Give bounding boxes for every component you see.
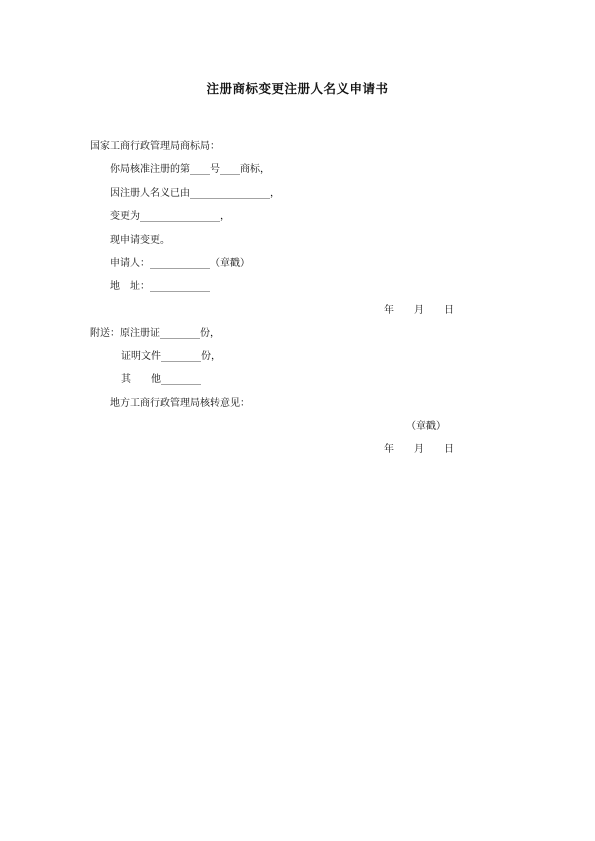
attachment-line-3: 其 他________ <box>121 374 201 385</box>
body-line-3: 变更为________________， <box>110 211 230 222</box>
body-line-1: 你局核准注册的第____号____商标， <box>110 164 270 175</box>
local-opinion-label: 地方工商行政管理局核转意见： <box>110 398 250 409</box>
body-line-4: 现申请变更。 <box>110 235 170 246</box>
body-line-2: 因注册人名义已由________________， <box>110 188 280 199</box>
seal-label: （章戳） <box>406 421 446 432</box>
attachment-line-2: 证明文件________份， <box>121 351 221 362</box>
date-line-1: 年 月 日 <box>384 305 454 316</box>
date-line-2: 年 月 日 <box>384 444 454 455</box>
attachment-line-1: 附送：原注册证________份， <box>90 328 220 339</box>
addressee: 国家工商行政管理局商标局： <box>90 141 220 152</box>
document-title: 注册商标变更注册人名义申请书 <box>206 81 389 96</box>
applicant-line: 申请人：____________（章戳） <box>110 258 250 269</box>
address-line: 地 址：____________ <box>110 281 210 292</box>
